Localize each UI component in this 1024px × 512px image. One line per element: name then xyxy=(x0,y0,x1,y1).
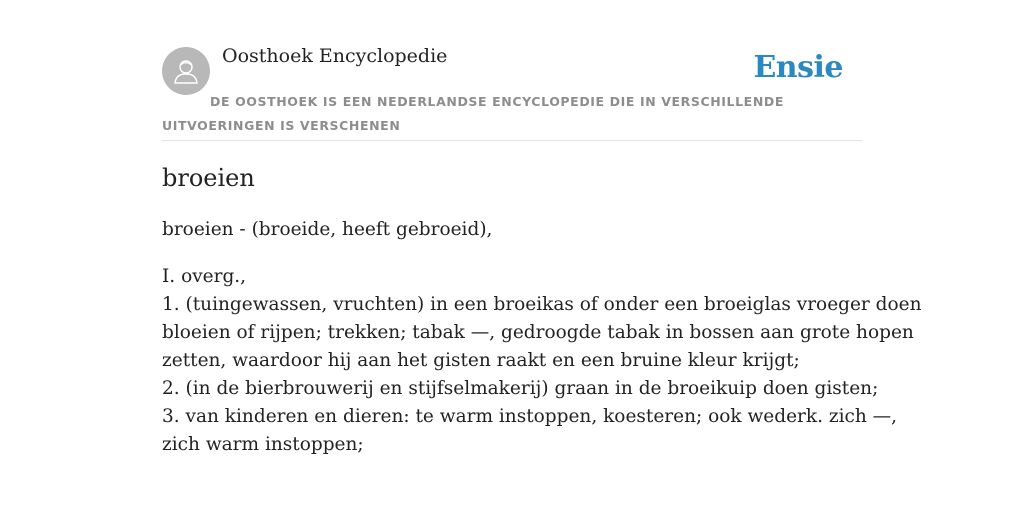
source-avatar[interactable] xyxy=(162,47,210,95)
definition-line: 2. (in de bierbrouwerij en stijfselmakerij) graan in de broeikuip doen gisten; xyxy=(162,378,879,399)
definition-line: I. overg., xyxy=(162,266,247,287)
definition-line: bloeien of rijpen; trekken; tabak —, gedroogde tabak in bossen aan grote hopen xyxy=(162,322,914,343)
definition-intro: broeien - (broeide, heeft gebroeid), xyxy=(162,219,493,240)
user-silhouette-icon xyxy=(171,56,201,86)
definition-line: 3. van kinderen en dieren: te warm instoppen, koesteren; ook wederk. zich —, xyxy=(162,406,898,427)
entry-content xyxy=(162,160,922,459)
entry-header xyxy=(162,0,862,141)
ensie-logo[interactable]: Ensie xyxy=(753,50,843,85)
entry-headword: broeien xyxy=(162,164,255,192)
definition-line: zetten, waardoor hij aan het gisten raakt en een bruine kleur krijgt; xyxy=(162,350,800,371)
definition-body xyxy=(162,263,922,459)
definition-line: zich warm instoppen; xyxy=(162,434,364,455)
source-description: DE OOSTHOEK IS EEN NEDERLANDSE ENCYCLOPEDIE DIE IN VERSCHILLENDE UITVOERINGEN IS VERSCHENEN xyxy=(162,94,784,133)
source-name-link[interactable]: Oosthoek Encyclopedie xyxy=(222,45,448,67)
definition-line: 1. (tuingewassen, vruchten) in een broeikas of onder een broeiglas vroeger doen xyxy=(162,294,922,315)
